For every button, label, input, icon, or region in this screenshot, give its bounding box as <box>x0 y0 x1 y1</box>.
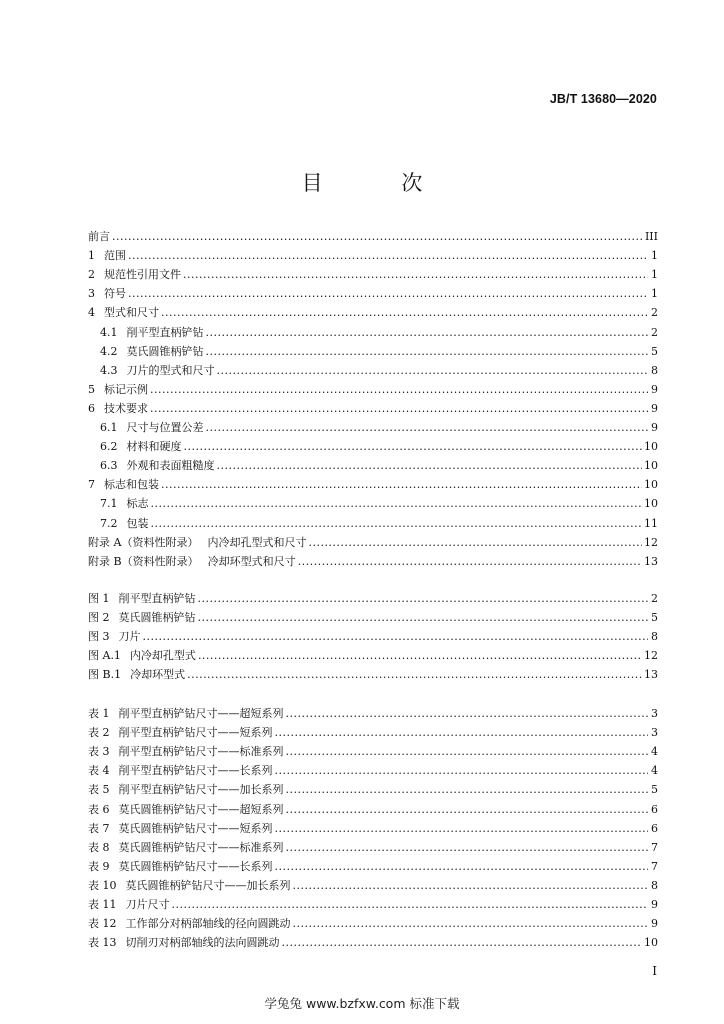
toc-entry <box>88 859 658 875</box>
toc-entry-label: 标记示例 <box>104 382 148 396</box>
toc-leader-dots <box>151 496 643 512</box>
toc-entry-page: 10 <box>644 440 658 454</box>
toc-entry-title <box>100 516 149 532</box>
toc-entry-number: 表 7 <box>88 821 110 835</box>
toc-leader-dots <box>206 325 649 341</box>
toc-entry-number: 图 1 <box>88 592 110 605</box>
toc-entry-page: 13 <box>644 554 658 568</box>
toc-entry-number: 3 <box>88 287 95 301</box>
toc-entry-page: 7 <box>651 859 658 873</box>
page-number: I <box>652 964 657 978</box>
toc-entry-title <box>88 610 196 626</box>
toc-entry-title <box>88 782 284 798</box>
toc-entry-number: 表 5 <box>88 783 110 797</box>
toc-entry-number: 附录 B（资料性附录） <box>88 554 199 568</box>
toc-entry-label: 包装 <box>126 516 149 530</box>
toc-entry-label: 符号 <box>104 287 126 301</box>
toc-entry <box>88 763 658 779</box>
toc-entry-label: 削平型直柄铲钻尺寸——超短系列 <box>118 707 284 720</box>
toc-leader-dots <box>275 859 649 875</box>
toc-entry-title <box>88 305 159 321</box>
toc-entry-label: 莫氏圆锥柄铲钻 <box>126 344 204 358</box>
page-title: 目 次 <box>301 171 459 195</box>
toc-entry <box>88 535 658 551</box>
toc-leader-dots <box>198 591 649 607</box>
toc-leader-dots <box>198 648 642 664</box>
toc-leader-dots <box>150 382 648 398</box>
document-number: JB/T 13680—2020 <box>549 92 657 106</box>
toc-entry-page: 8 <box>651 363 658 377</box>
toc-leader-dots <box>172 897 649 913</box>
toc-entry-number: 表 8 <box>88 840 110 854</box>
toc-entry-label: 刀片尺寸 <box>125 898 170 911</box>
toc-entry-number: 4.1 <box>100 325 118 339</box>
toc-entry-label: 切削刃对柄部轴线的法向圆跳动 <box>125 936 280 950</box>
toc-entry <box>100 458 658 474</box>
toc-entry-number: 4.2 <box>100 344 118 358</box>
toc-entry-page: 10 <box>644 936 658 950</box>
toc-leader-dots <box>308 535 642 551</box>
toc-leader-dots <box>282 935 643 951</box>
toc-entry-number: 附录 A（资料性附录） <box>88 535 199 549</box>
toc-entry-title <box>88 897 170 913</box>
toc-entry-number: 2 <box>88 268 95 282</box>
toc-entry-page: 2 <box>651 325 658 339</box>
toc-entry-label: 规范性引用文件 <box>104 268 181 282</box>
toc-entry-label: 刀片的型式和尺寸 <box>126 363 215 377</box>
toc-entry-page: III <box>644 230 658 243</box>
toc-entry-number: 7.1 <box>100 497 118 511</box>
toc-entry-page: 9 <box>651 898 658 911</box>
toc-entry <box>88 382 658 398</box>
toc-entry-title <box>88 878 291 894</box>
toc-entry-page: 9 <box>651 421 658 434</box>
toc-leader-dots <box>187 667 642 683</box>
toc-entry-label: 削平型直柄铲钻尺寸——长系列 <box>118 764 273 778</box>
toc-entry-number: 表 10 <box>88 878 117 892</box>
toc-entry <box>88 267 658 283</box>
toc-entry-number: 4.3 <box>100 363 118 377</box>
toc-entry <box>88 591 658 607</box>
toc-entry-number: 6.2 <box>100 440 118 454</box>
toc-entry-label: 削平型直柄铲钻尺寸——标准系列 <box>118 745 284 759</box>
toc-entry-label: 莫氏圆锥柄铲钻尺寸——长系列 <box>118 859 273 873</box>
toc-entry-number: 图 2 <box>88 611 110 625</box>
toc-entry-label: 削平型直柄铲钻 <box>118 592 196 605</box>
toc-entry-page: 7 <box>651 840 658 854</box>
toc-entry-number: 表 4 <box>88 764 110 778</box>
toc-entry-number: 表 6 <box>88 802 110 816</box>
toc-entry-number: 7.2 <box>100 516 118 530</box>
toc-entry-number: 图 3 <box>88 630 110 644</box>
toc-entry <box>88 667 658 683</box>
toc-entry-title <box>88 477 159 493</box>
toc-leader-dots <box>150 401 648 417</box>
toc-entry-title <box>88 802 284 818</box>
toc-entry-label: 范围 <box>104 249 126 263</box>
toc-entry-page: 5 <box>651 344 658 358</box>
toc-entry-page: 3 <box>651 726 658 740</box>
toc-entry-label: 削平型直柄铲钻 <box>126 325 204 339</box>
toc-entry-page: 2 <box>651 592 658 605</box>
toc-leader-dots <box>161 305 648 321</box>
toc-entry-label: 削平型直柄铲钻尺寸——加长系列 <box>118 783 284 797</box>
toc-leader-dots <box>293 878 649 894</box>
toc-entry-title <box>88 667 185 683</box>
toc-entry-title <box>88 382 148 398</box>
toc-entry-label: 材料和硬度 <box>126 440 182 454</box>
toc-entry-number: 表 11 <box>88 898 117 911</box>
toc-entry-label: 刀片 <box>118 630 141 644</box>
toc-entry-number: 6.3 <box>100 459 118 473</box>
toc-entry-page: 9 <box>651 401 658 415</box>
toc-entry-page: 2 <box>651 306 658 320</box>
toc-entry <box>88 725 658 741</box>
toc-leader-dots <box>183 267 648 283</box>
toc-leader-dots <box>286 840 649 856</box>
toc-entry <box>88 248 658 264</box>
toc-entry-title <box>100 363 215 379</box>
toc-entry-number: 表 1 <box>88 707 110 720</box>
toc-entry-title <box>88 535 306 551</box>
toc-leader-dots <box>128 248 648 264</box>
toc-entry <box>100 496 658 512</box>
toc-leader-dots <box>217 458 643 474</box>
toc-entry-title <box>88 267 181 283</box>
toc-entry <box>100 325 658 341</box>
toc-entry-page: 10 <box>644 478 658 492</box>
toc-entry-title <box>88 916 291 932</box>
toc-leader-dots <box>286 744 649 760</box>
toc-entry-title <box>100 420 204 436</box>
toc-entry-title <box>88 554 296 570</box>
toc-entry-number: 表 13 <box>88 936 117 950</box>
toc-entry-label: 型式和尺寸 <box>104 306 159 320</box>
toc-entry <box>88 554 658 570</box>
toc-entry-title <box>88 840 284 856</box>
toc-entry-label: 莫氏圆锥柄铲钻 <box>118 611 196 625</box>
toc-entry <box>88 821 658 837</box>
toc-leader-dots <box>128 286 648 302</box>
toc-entry-number: 表 12 <box>88 917 117 931</box>
toc-entry-label: 冷却环型式和尺寸 <box>207 554 296 568</box>
toc-leader-dots <box>206 344 649 360</box>
toc-entry <box>88 782 658 798</box>
toc-entry-label: 内冷却孔型式和尺寸 <box>207 535 307 549</box>
toc-leader-dots <box>151 516 643 532</box>
toc-entry <box>88 401 658 417</box>
toc-entry-title <box>88 648 196 664</box>
toc-entry-page: 8 <box>651 878 658 892</box>
toc-entry-title <box>88 725 273 741</box>
toc-leader-dots <box>198 610 649 626</box>
toc-entry-page: 12 <box>644 535 658 549</box>
toc-entry-page: 10 <box>644 497 658 511</box>
toc-entry <box>88 802 658 818</box>
toc-entry <box>88 648 658 664</box>
toc-entry-title <box>88 935 280 951</box>
toc-entry-label: 外观和表面粗糙度 <box>126 459 215 473</box>
toc-entry <box>100 516 658 532</box>
toc-entry <box>88 706 658 722</box>
toc-entry <box>88 840 658 856</box>
toc-entry <box>88 897 658 913</box>
toc-entry <box>88 477 658 493</box>
toc-entry <box>88 744 658 760</box>
toc-leader-dots <box>206 420 649 436</box>
toc-entry <box>88 878 658 894</box>
toc-entry-number: 6.1 <box>100 421 118 434</box>
toc-entry-number: 1 <box>88 249 95 263</box>
toc-leader-dots <box>298 554 642 570</box>
toc-entry-label: 莫氏圆锥柄铲钻尺寸——加长系列 <box>125 878 291 892</box>
toc-leader-dots <box>143 629 649 645</box>
toc-entry-number: 4 <box>88 306 95 320</box>
toc-entry-label: 标志和包装 <box>104 478 159 492</box>
toc-entry-label: 莫氏圆锥柄铲钻尺寸——标准系列 <box>118 840 284 854</box>
toc-entry-title <box>100 458 215 474</box>
toc-entry-page: 4 <box>651 745 658 759</box>
toc-entry-title <box>88 229 110 245</box>
toc-entry-title <box>100 325 204 341</box>
toc-entry-label: 冷却环型式 <box>130 668 186 682</box>
toc-entry-title <box>88 821 273 837</box>
toc-leader-dots <box>286 802 649 818</box>
toc-entry <box>88 916 658 932</box>
toc-entry-page: 1 <box>651 268 658 282</box>
toc-entry-number: 表 3 <box>88 745 110 759</box>
toc-leader-dots <box>275 763 649 779</box>
toc-entry-label: 削平型直柄铲钻尺寸——短系列 <box>118 726 273 740</box>
toc-entry-page: 9 <box>651 917 658 931</box>
toc-entry-page: 6 <box>651 821 658 835</box>
toc-leader-dots <box>217 363 649 379</box>
toc-entry-number: 图 B.1 <box>88 668 122 682</box>
toc-entry-page: 1 <box>651 287 658 301</box>
toc-entry-label: 莫氏圆锥柄铲钻尺寸——短系列 <box>118 821 273 835</box>
toc-entry-page: 11 <box>644 516 658 530</box>
toc-entry <box>88 629 658 645</box>
toc-leader-dots <box>275 725 649 741</box>
toc-entry-page: 3 <box>651 707 658 720</box>
toc-entry-number: 6 <box>88 401 95 415</box>
toc-entry-label: 工作部分对柄部轴线的径向圆跳动 <box>125 917 291 931</box>
toc-leader-dots <box>286 782 649 798</box>
toc-entry <box>88 305 658 321</box>
toc-entry-page: 1 <box>651 249 658 263</box>
toc-entry-title <box>88 706 284 722</box>
toc-entry-label: 标志 <box>126 497 149 511</box>
toc-entry-page: 13 <box>644 668 658 682</box>
toc-entry-page: 8 <box>651 630 658 644</box>
toc-entry-page: 5 <box>651 611 658 625</box>
toc-entry <box>88 935 658 951</box>
toc-entry <box>88 286 658 302</box>
toc-entry <box>100 363 658 379</box>
toc-entry-page: 9 <box>651 382 658 396</box>
toc-entry-page: 10 <box>644 459 658 473</box>
toc-leader-dots <box>161 477 642 493</box>
toc-entry-label: 技术要求 <box>104 401 148 415</box>
toc-entry <box>100 344 658 360</box>
toc-entry-number: 图 A.1 <box>88 649 121 663</box>
toc-entry <box>88 229 658 245</box>
toc-entry <box>88 610 658 626</box>
toc-leader-dots <box>275 821 649 837</box>
toc-entry-label: 莫氏圆锥柄铲钻尺寸——超短系列 <box>118 802 284 816</box>
footer-watermark: 学兔兔 www.bzfxw.com 标准下载 <box>264 996 460 1011</box>
toc-entry-title <box>100 496 149 512</box>
toc-entry-page: 12 <box>644 649 658 663</box>
toc-leader-dots <box>112 229 643 245</box>
toc-entry-page: 6 <box>651 802 658 816</box>
toc-entry <box>100 420 658 436</box>
toc-entry-title <box>88 744 284 760</box>
toc-entry-title <box>88 286 126 302</box>
toc-entry-page: 5 <box>651 783 658 797</box>
toc-entry-number: 表 9 <box>88 859 110 873</box>
toc-entry-title <box>88 248 126 264</box>
toc-entry-title <box>88 763 273 779</box>
toc-entry-number: 表 2 <box>88 726 110 740</box>
toc-entry-label: 内冷却孔型式 <box>129 649 196 663</box>
toc-leader-dots <box>293 916 649 932</box>
toc-entry-number: 5 <box>88 382 95 396</box>
toc-entry-title <box>88 401 148 417</box>
toc-entry-page: 4 <box>651 764 658 778</box>
toc-entry-title <box>88 591 196 607</box>
toc-entry <box>100 439 658 455</box>
toc-entry-title <box>100 344 204 360</box>
toc-entry-number: 7 <box>88 478 95 492</box>
toc-entry-title <box>100 439 182 455</box>
toc-entry-label: 前言 <box>88 230 110 243</box>
toc-leader-dots <box>184 439 643 455</box>
toc-entry-title <box>88 629 141 645</box>
toc-entry-title <box>88 859 273 875</box>
toc-entry-label: 尺寸与位置公差 <box>126 421 204 434</box>
toc-leader-dots <box>286 706 649 722</box>
